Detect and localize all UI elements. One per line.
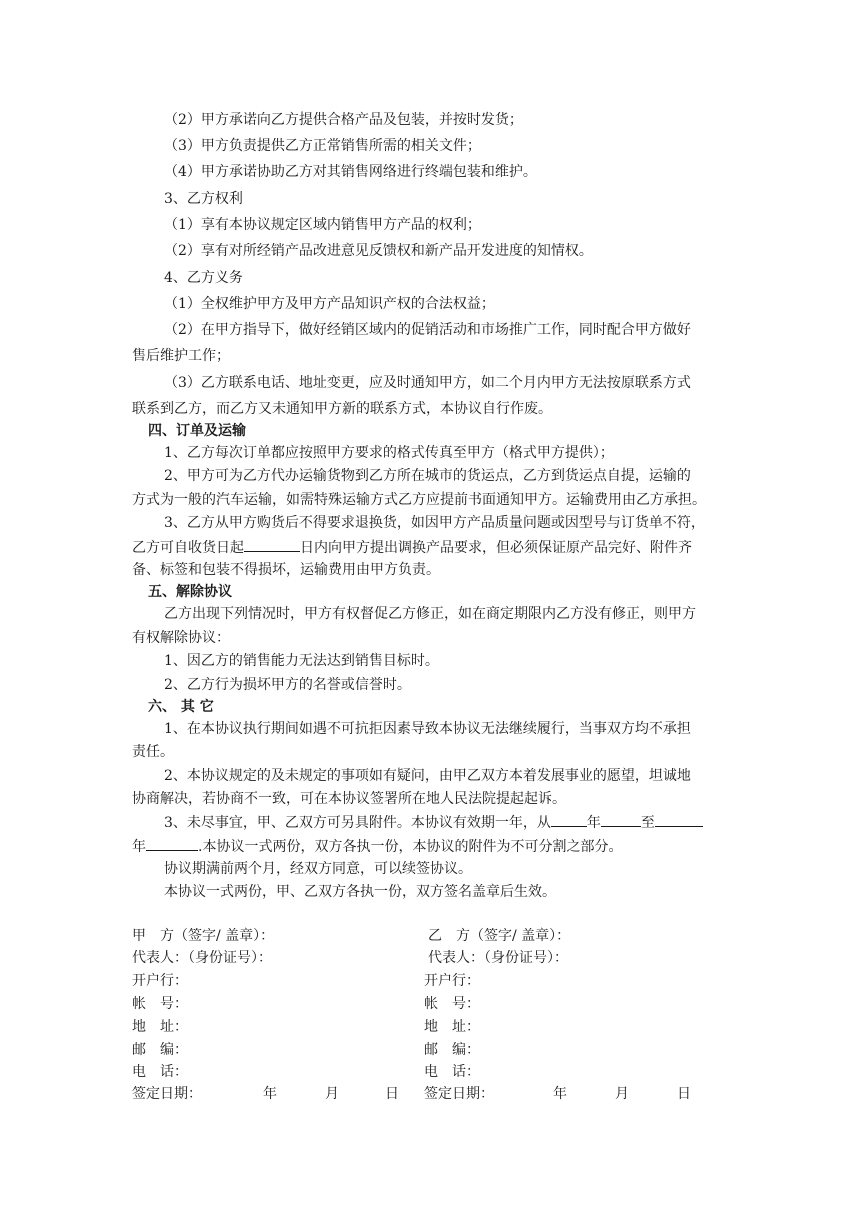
clause-a2: （2）甲方承诺向乙方提供合格产品及包装，并按时发货； [164, 112, 523, 128]
clause-b-duties-2: （2）在甲方指导下，做好经销区域内的促销活动和市场推广工作，同时配合甲方做好 [164, 322, 691, 338]
section-6-clause-3-cont [132, 837, 622, 856]
heading-b-duties: 4、乙方义务 [164, 270, 243, 286]
start-year-blank[interactable] [551, 813, 587, 827]
clause-b-duties-3-cont: 联系到乙方，而乙方又未通知甲方新的联系方式，本协议自行作废。 [132, 401, 552, 417]
section-6-clause-1: 1、在本协议执行期间如遇不可抗拒因素导致本协议无法继续履行，当事双方均不承担 [164, 721, 691, 737]
section-4-clause-1: 1、乙方每次订单都应按照甲方要求的格式传真至甲方（格式甲方提供）； [164, 445, 614, 461]
effectivity-note: 本协议一式两份，甲、乙双方各执一份，双方签名盖章后生效。 [164, 884, 556, 900]
section-5-intro-cont: 有权解除协议： [132, 630, 230, 646]
days-blank[interactable] [244, 538, 300, 552]
party-a-account: 帐 号： [132, 996, 188, 1012]
party-a-postcode: 邮 编： [132, 1042, 188, 1058]
section-6-heading: 六、 其 它 [148, 699, 214, 715]
clause-text: 3、未尽事宜，甲、乙双方可另具附件。本协议有效期一年，从 [164, 815, 551, 831]
end-year-blank[interactable] [655, 813, 703, 827]
renewal-note: 协议期满前两个月，经双方同意，可以续签协议。 [164, 861, 472, 877]
party-b-date-year: 年 [553, 1086, 567, 1102]
year-label: 年 [132, 839, 146, 855]
clause-b-rights-1: （1）享有本协议规定区域内销售甲方产品的权利； [164, 217, 481, 233]
party-b-account: 帐 号： [424, 996, 480, 1012]
section-4-clause-3-cont [132, 538, 692, 557]
party-a-title: 甲 方（签字/ 盖章）： [132, 928, 275, 944]
party-b-date-label: 签定日期： [424, 1086, 494, 1102]
party-a-bank: 开户行： [132, 973, 188, 989]
section-6-clause-3 [164, 813, 703, 832]
year-label: 年 [586, 815, 601, 831]
clause-text: 乙方可自收货日起 [132, 540, 244, 556]
party-a-phone: 电 话： [132, 1064, 188, 1080]
heading-b-rights: 3、乙方权利 [164, 191, 243, 207]
end-date-blank[interactable] [146, 837, 198, 851]
party-b-postcode: 邮 编： [424, 1042, 480, 1058]
clause-b-rights-2: （2）享有对所经销产品改进意见反馈权和新产品开发进度的知情权。 [164, 243, 593, 259]
party-a-date-year: 年 [263, 1086, 277, 1102]
clause-text: 日内向甲方提出调换产品要求，但必须保证原产品完好、附件齐 [300, 540, 692, 556]
party-a-rep: 代表人：（身份证号）： [132, 950, 272, 966]
party-a-date-day: 日 [385, 1086, 399, 1102]
clause-a3: （3）甲方负责提供乙方正常销售所需的相关文件； [164, 138, 481, 154]
clause-b-duties-2-cont: 售后维护工作； [132, 348, 230, 364]
section-5-clause-2: 2、乙方行为损坏甲方的名誉或信誉时。 [164, 677, 411, 693]
section-4-heading: 四、订单及运输 [148, 423, 246, 439]
party-b-title: 乙 方（签字/ 盖章）： [428, 928, 571, 944]
party-a-date-month: 月 [325, 1086, 339, 1102]
section-4-clause-2: 2、甲方可为乙方代办运输货物到乙方所在城市的货运点，乙方到货运点自提，运输的 [164, 468, 691, 484]
clause-a4: （4）甲方承诺协助乙方对其销售网络进行终端包装和维护。 [164, 164, 537, 180]
party-a-address: 地 址： [132, 1019, 188, 1035]
party-b-phone: 电 话： [424, 1064, 480, 1080]
section-5-clause-1: 1、因乙方的销售能力无法达到销售目标时。 [164, 653, 439, 669]
section-4-clause-3-end: 备、标签和包装不得损坏，运输费用由甲方负责。 [132, 562, 440, 578]
clause-b-duties-1: （1）全权维护甲方及甲方产品知识产权的合法权益； [164, 296, 495, 312]
clause-b-duties-3: （3）乙方联系电话、地址变更，应及时通知甲方，如二个月内甲方无法按原联系方式 [164, 375, 691, 391]
section-6-clause-2: 2、本协议规定的及未规定的事项如有疑问，由甲乙双方本着发展事业的愿望，坦诚地 [164, 768, 691, 784]
section-4-clause-3: 3、乙方从甲方购货后不得要求退换货，如因甲方产品质量问题或因型号与订货单不符， [164, 515, 705, 531]
to-label: 至 [640, 815, 655, 831]
section-5-intro: 乙方出现下列情况时，甲方有权督促乙方修正，如在商定期限内乙方没有修正，则甲方 [164, 606, 696, 622]
party-b-date-day: 日 [677, 1086, 691, 1102]
party-b-date-month: 月 [615, 1086, 629, 1102]
start-date-blank[interactable] [601, 813, 641, 827]
section-4-clause-2-cont: 方式为一般的汽车运输，如需特殊运输方式乙方应提前书面通知甲方。运输费用由乙方承担。 [132, 492, 706, 508]
party-b-rep: 代表人：（身份证号）： [428, 950, 568, 966]
section-6-clause-1-cont: 责任。 [132, 744, 174, 760]
section-6-clause-2-cont: 协商解决，若协商不一致，可在本协议签署所在地人民法院提起起诉。 [132, 791, 566, 807]
party-b-address: 地 址： [424, 1019, 480, 1035]
party-b-bank: 开户行： [424, 973, 480, 989]
party-a-date-label: 签定日期： [132, 1086, 202, 1102]
clause-text: .本协议一式两份，双方各执一份，本协议的附件为不可分割之部分。 [198, 839, 623, 855]
section-5-heading: 五、解除协议 [148, 584, 232, 600]
